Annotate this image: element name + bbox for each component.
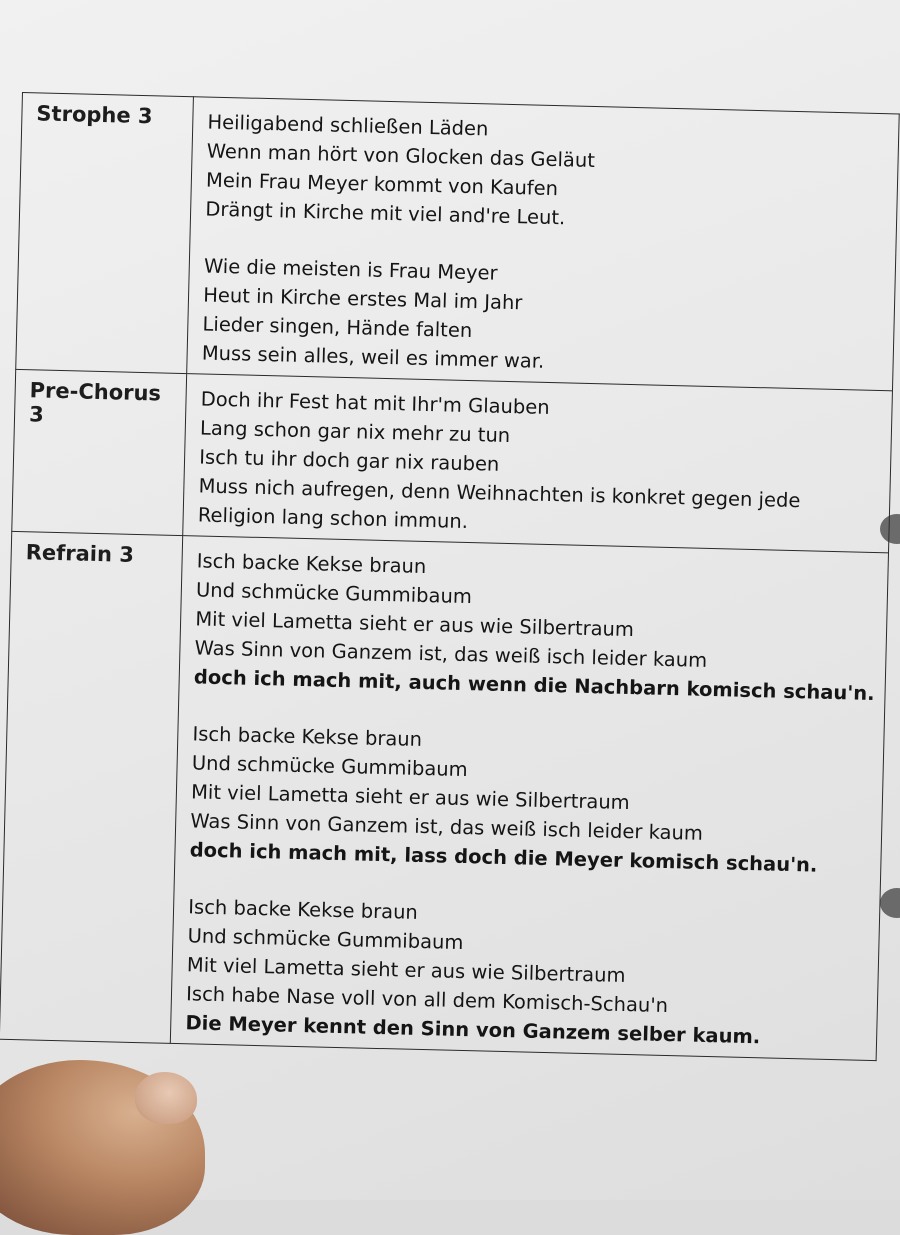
lyric-line: Religion lang schon immun. [197, 503, 469, 534]
lyric-line: Isch backe Kekse braun [196, 549, 427, 579]
lyric-line: Isch backe Kekse braun [188, 895, 419, 924]
lyric-line: Mein Frau Meyer kommt von Kaufen [205, 168, 559, 201]
lyric-line: Isch habe Nase voll von all dem Komisch-Schau'n [185, 982, 669, 1018]
section-label: Pre-Chorus 3 [12, 369, 187, 535]
lyric-line: Was Sinn von Ganzem ist, das weiß isch leider kaum [190, 809, 704, 845]
lyric-line: Wie die meisten is Frau Meyer [203, 254, 498, 285]
section-lyrics [183, 374, 893, 553]
lyric-line: Mit viel Lametta sieht er aus wie Silbertraum [186, 953, 626, 988]
section-lyrics [187, 97, 899, 391]
lyric-line: Heut in Kirche erstes Mal im Jahr [203, 283, 523, 315]
lyric-line: Muss sein alles, weil es immer war. [201, 341, 545, 373]
lyric-line: doch ich mach mit, lass doch die Meyer komisch schau'n. [189, 838, 818, 877]
section-lyrics [170, 536, 888, 1061]
lyrics-document [0, 92, 900, 1061]
section-row [16, 93, 900, 391]
lyric-line: Und schmücke Gummibaum [195, 578, 473, 609]
lyric-line: Muss nich aufregen, denn Weihnachten is konkret gegen jede [198, 474, 801, 513]
lyric-line: Isch backe Kekse braun [192, 722, 423, 751]
lyric-line: Lieder singen, Hände falten [202, 312, 473, 343]
lyric-line: Lang schon gar nix mehr zu tun [199, 416, 511, 448]
lyric-line: Mit viel Lametta sieht er aus wie Silbertraum [195, 607, 635, 642]
section-label: Refrain 3 [0, 531, 183, 1043]
section-label: Strophe 3 [16, 93, 194, 374]
lyric-line: Doch ihr Fest hat mit Ihr'm Glauben [200, 387, 550, 419]
lyric-line: Und schmücke Gummibaum [191, 751, 468, 782]
lyric-line: Was Sinn von Ganzem ist, das weiß isch leider kaum [194, 636, 708, 672]
punch-hole [880, 888, 900, 918]
lyric-line: Isch tu ihr doch gar nix rauben [199, 445, 500, 476]
lyric-line: doch ich mach mit, auch wenn die Nachbarn komisch schau'n. [193, 665, 875, 706]
section-row [0, 531, 889, 1060]
lyric-line: Mit viel Lametta sieht er aus wie Silbertraum [190, 780, 630, 815]
lyric-line: Und schmücke Gummibaum [187, 924, 464, 955]
lyric-line: Heiligabend schließen Läden [207, 110, 489, 141]
lyric-line: Wenn man hört von Glocken das Geläut [206, 139, 596, 173]
lyric-line: Die Meyer kennt den Sinn von Ganzem selber kaum. [185, 1011, 761, 1049]
lyrics-table-body [0, 93, 899, 1061]
thumbnail-nail [135, 1072, 197, 1124]
section-row [12, 369, 893, 552]
lyrics-table [0, 92, 900, 1061]
lyric-line: Drängt in Kirche mit viel and're Leut. [205, 197, 566, 230]
